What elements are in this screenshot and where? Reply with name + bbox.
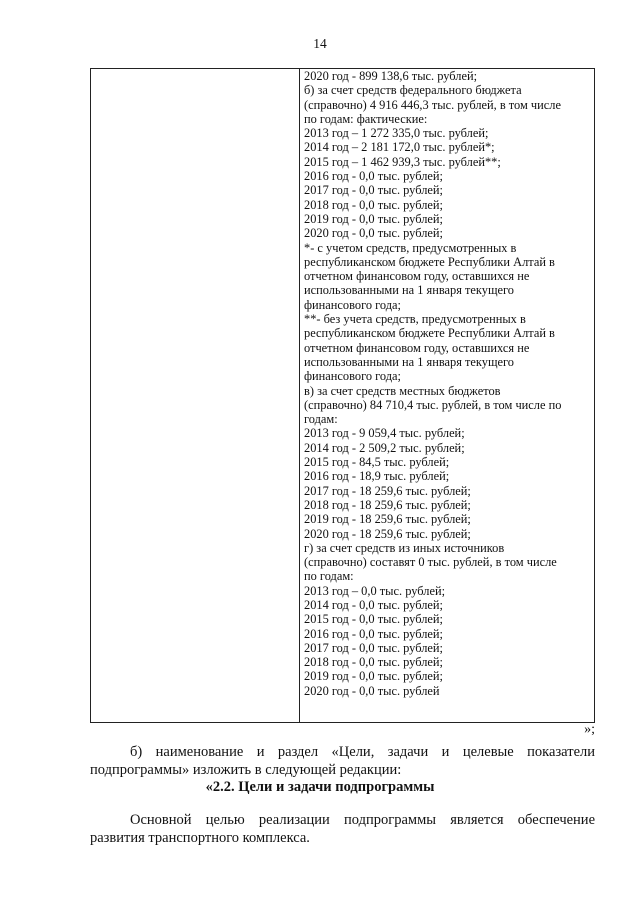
section-heading: «2.2. Цели и задачи подпрограммы xyxy=(205,779,435,795)
funding-line: б) за счет средств федерального бюджета xyxy=(304,83,522,98)
page-number: 14 xyxy=(313,36,327,51)
funding-line: отчетном финансовом году, оставшихся не xyxy=(304,340,530,355)
funding-line: финансового года; xyxy=(304,297,402,312)
funding-line: 2014 год – 2 181 172,0 тыс. рублей*; xyxy=(304,140,495,155)
funding-line: по годам: фактические: xyxy=(304,111,428,126)
funding-line: 2017 год - 0,0 тыс. рублей; xyxy=(304,640,443,655)
funding-line: (справочно) 84 710,4 тыс. рублей, в том числе по xyxy=(304,397,562,412)
funding-table xyxy=(90,68,595,723)
funding-line: 2017 год - 0,0 тыс. рублей; xyxy=(304,183,443,198)
goal-line: Основной целью реализации подпрограммы является обеспечение xyxy=(130,812,595,828)
funding-line: 2013 год - 9 059,4 тыс. рублей; xyxy=(304,426,465,441)
funding-line: 2020 год - 18 259,6 тыс. рублей; xyxy=(304,526,471,541)
goal-paragraph xyxy=(90,811,595,847)
funding-line: 2016 год - 18,9 тыс. рублей; xyxy=(304,469,450,484)
funding-line: **- без учета средств, предусмотренных в xyxy=(304,312,526,327)
funding-line: 2019 год - 0,0 тыс. рублей; xyxy=(304,669,443,684)
funding-line: по годам: xyxy=(304,569,354,584)
table-column-divider xyxy=(299,69,300,722)
funding-line: 2017 год - 18 259,6 тыс. рублей; xyxy=(304,483,471,498)
funding-line: 2014 год - 2 509,2 тыс. рублей; xyxy=(304,440,465,455)
funding-line: 2014 год - 0,0 тыс. рублей; xyxy=(304,597,443,612)
funding-line: 2013 год – 0,0 тыс. рублей; xyxy=(304,583,446,598)
amendment-line: подпрограммы» изложить в следующей редакции: xyxy=(90,762,402,778)
funding-details-cell xyxy=(304,69,594,698)
amendment-line: б) наименование и раздел «Цели, задачи и целевые показатели xyxy=(130,744,595,760)
funding-line: 2015 год - 84,5 тыс. рублей; xyxy=(304,455,450,470)
funding-line: 2020 год - 0,0 тыс. рублей; xyxy=(304,226,443,241)
funding-line: 2019 год - 18 259,6 тыс. рублей; xyxy=(304,512,471,527)
funding-line: 2020 год - 0,0 тыс. рублей xyxy=(304,683,440,698)
funding-line: *- с учетом средств, предусмотренных в xyxy=(304,240,517,255)
funding-line: отчетном финансовом году, оставшихся не xyxy=(304,269,530,284)
funding-line: 2015 год – 1 462 939,3 тыс. рублей**; xyxy=(304,154,501,169)
table-closing-quote: »; xyxy=(584,722,595,737)
funding-line: годам: xyxy=(304,412,338,427)
funding-line: 2013 год – 1 272 335,0 тыс. рублей; xyxy=(304,126,489,141)
funding-line: г) за счет средств из иных источников xyxy=(304,540,505,555)
funding-line: (справочно) 4 916 446,3 тыс. рублей, в том числе xyxy=(304,97,561,112)
funding-line: использованными на 1 января текущего xyxy=(304,283,514,298)
funding-line: финансового года; xyxy=(304,369,402,384)
funding-line: в) за счет средств местных бюджетов xyxy=(304,383,501,398)
funding-line: 2018 год - 0,0 тыс. рублей; xyxy=(304,655,443,670)
funding-line: республиканском бюджете Республики Алтай в xyxy=(304,326,555,341)
funding-line: 2018 год - 0,0 тыс. рублей; xyxy=(304,197,443,212)
goal-line: развития транспортного комплекса. xyxy=(90,830,310,846)
funding-line: (справочно) составят 0 тыс. рублей, в том числе xyxy=(304,555,557,570)
funding-line: 2019 год - 0,0 тыс. рублей; xyxy=(304,211,443,226)
funding-line: использованными на 1 января текущего xyxy=(304,354,514,369)
funding-line: 2020 год - 899 138,6 тыс. рублей; xyxy=(304,69,478,83)
funding-line: 2016 год - 0,0 тыс. рублей; xyxy=(304,169,443,184)
amendment-paragraph xyxy=(90,743,595,779)
funding-line: 2018 год - 18 259,6 тыс. рублей; xyxy=(304,497,471,512)
funding-line: республиканском бюджете Республики Алтай в xyxy=(304,254,555,269)
funding-line: 2015 год - 0,0 тыс. рублей; xyxy=(304,612,443,627)
funding-line: 2016 год - 0,0 тыс. рублей; xyxy=(304,626,443,641)
